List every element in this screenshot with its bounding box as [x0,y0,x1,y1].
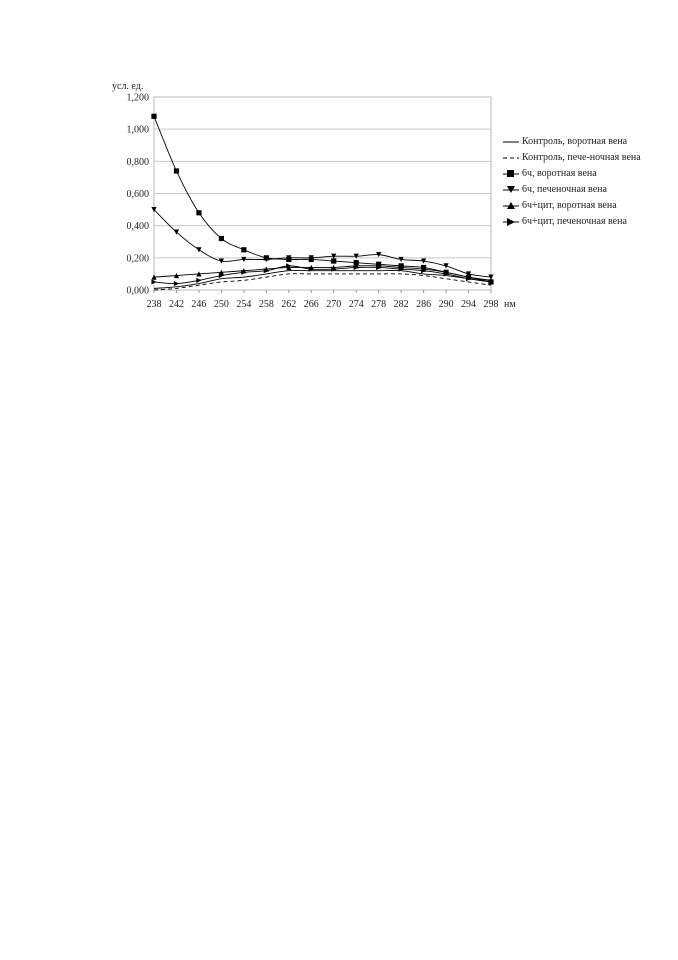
data-point [241,247,246,252]
y-axis-ticks [127,93,150,297]
data-point [219,236,224,241]
series-layer [151,114,493,290]
legend-item [503,200,673,212]
legend-item [503,152,673,164]
legend-item [503,184,673,196]
data-point [196,278,201,283]
x-tick-label: 298 [483,299,499,310]
data-point [196,210,201,215]
x-tick-label: 246 [191,299,207,310]
data-point [196,247,201,252]
gridlines [154,97,491,290]
x-tick-label: 262 [281,299,297,310]
square-marker-icon [503,168,519,180]
y-tick-label: 0,000 [126,285,149,297]
triangle-right-marker-icon [503,216,519,228]
legend-label: 6ч, воротная вена [522,168,597,179]
x-tick-label: 266 [303,299,319,310]
x-tick-label: 294 [461,299,477,310]
x-tick-label: 286 [416,299,432,310]
y-tick-label: 0,200 [126,253,149,265]
legend-swatch-solid-line [503,136,519,148]
legend-label: Контроль, воротная вена [522,136,628,147]
x-tick-label: 258 [258,299,274,310]
triangle-down-marker-icon [503,184,519,196]
legend [503,136,673,232]
x-tick-label: 270 [326,299,342,310]
x-tick-label: 238 [146,299,162,310]
legend-label: 6ч, печеночная вена [522,184,607,195]
y-axis-label: усл. ед. [112,81,144,92]
x-tick-label: 274 [348,299,364,310]
x-axis-ticks [147,290,499,310]
y-tick-label: 0,600 [126,189,149,200]
data-point [331,258,336,263]
series-3 [151,114,493,285]
series-line [154,274,491,290]
triangle-up-marker-icon [503,200,519,212]
legend-label: 6ч+цит, печеночная вена [522,216,627,227]
series-line [154,210,491,278]
x-tick-label: 254 [236,299,252,310]
x-tick-label: 282 [393,299,409,310]
x-tick-label: 290 [438,299,454,310]
legend-label: Контроль, пече-ночная вена [522,152,641,163]
legend-swatch-dashed-line [503,152,519,164]
legend-item [503,216,673,228]
legend-item [503,168,673,180]
y-tick-label: 0,400 [126,221,149,233]
y-tick-label: 0,800 [126,156,149,168]
x-tick-label: 242 [168,299,184,310]
legend-label: 6ч+цит, воротная вена [522,200,617,211]
y-tick-label: 1,000 [126,124,149,136]
x-tick-label: 278 [371,299,387,310]
data-point [443,263,448,268]
y-tick-label: 1,200 [126,92,149,104]
data-point [174,168,179,173]
data-point [151,114,156,119]
x-tick-label: 250 [213,299,229,310]
data-point [174,281,179,286]
x-axis-unit-label: нм [504,299,516,310]
series-2 [154,274,491,290]
legend-item [503,136,673,148]
